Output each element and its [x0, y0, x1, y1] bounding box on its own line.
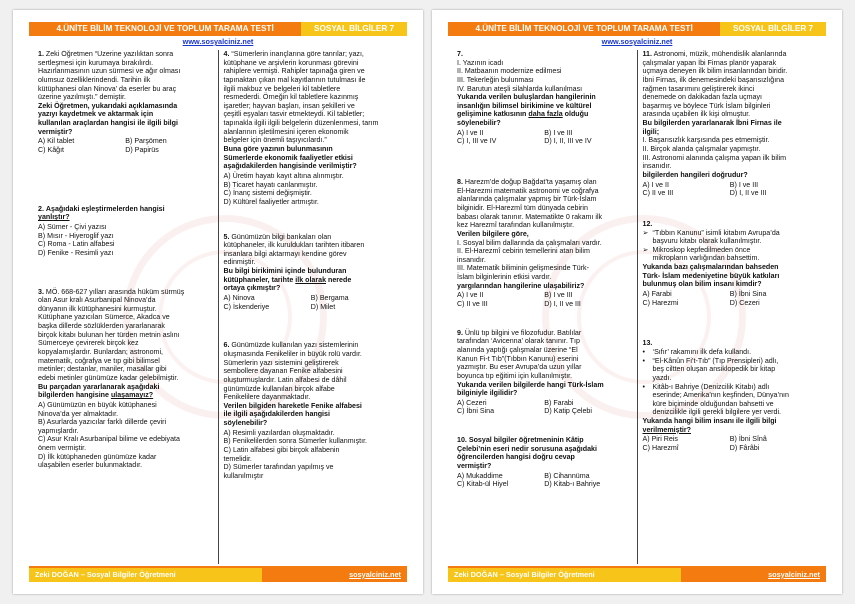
- question-number: 1.: [38, 50, 44, 58]
- question-13: [643, 339, 818, 452]
- option-d[interactable]: D) Milet: [310, 302, 336, 311]
- option-d[interactable]: D) İlk kütüphaneden günümüze kadar: [38, 452, 157, 461]
- q8-item: II. El-Harezmî cebirin temellerini atan bilim: [457, 247, 590, 256]
- q4-line: alanlarının işletilmesini içeren ekonomik: [223, 127, 349, 136]
- q9-stem: Yukarıda verilen bilgilerde hangi Türk-İslam: [457, 380, 604, 389]
- option-a[interactable]: A) Üretim hayatı kayıt altına alınmıştır.: [223, 171, 344, 180]
- option-d[interactable]: D) I, II ve III: [544, 300, 581, 309]
- q1-line: Zeki Öğretmen “Üzerine yazılıktan sonra: [45, 50, 174, 58]
- option-a[interactable]: A) Piri Reis: [642, 435, 678, 444]
- q3-line: Sümerceye çevirerek birçok kez: [38, 339, 139, 348]
- option-b[interactable]: B) Parşömen: [125, 137, 167, 146]
- q11-item: insanıdır.: [642, 162, 672, 171]
- option-b[interactable]: B) İbni Sina: [729, 290, 767, 299]
- q8-line: El-Harezmi matematik astronomi ve coğrafya: [457, 186, 599, 195]
- option-c[interactable]: C) II ve III: [457, 300, 488, 309]
- option-d-cont: ulaşabilen eserler bulunmaktadır.: [38, 461, 143, 470]
- q13-bullet-text: “El-Kânûn Fi’t-Tıb” (Tıp Prensipleri) adlı,: [652, 356, 779, 365]
- q8-stem: Verilen bilgilere göre,: [457, 229, 529, 238]
- option-c[interactable]: C) II ve III: [642, 189, 674, 198]
- q13-bullet-cont: [643, 391, 818, 400]
- option-b-cont: yapmışlardır.: [38, 426, 79, 435]
- q12-bullet-text: “Tıbbın Kanunu” isimli kitabım Avrupa’da: [652, 228, 780, 237]
- option-b[interactable]: B) Farabi: [544, 398, 574, 407]
- q12-bullet: [643, 246, 818, 255]
- arrow-bullet-icon: ➢: [642, 245, 649, 254]
- option-c[interactable]: C) İskenderiye: [223, 302, 270, 311]
- q4-stem: Sümerlerde ekonomik faaliyetler etkisi: [223, 153, 353, 162]
- q11-line: uçmaya deneyen ilk bilim insanlarından biridir.: [642, 67, 788, 76]
- option-c[interactable]: C) İbni Sina: [457, 407, 495, 416]
- option-d[interactable]: D) Fenike - Resimli yazı: [38, 248, 114, 257]
- page-header: [448, 22, 826, 36]
- q3-stem: bilgilerden hangisine: [38, 391, 109, 400]
- q11-item: I. Başarısızlık karşısında pes etmemiştir.: [642, 136, 770, 145]
- q6-line: sembollere dayanan Fenike alfabesini: [223, 367, 343, 376]
- option-d[interactable]: D) I, II, III ve IV: [544, 137, 592, 146]
- q7-stem: insanlığın bilimsel birikimine ve kültürel: [457, 101, 592, 110]
- option-b[interactable]: B) Ticaret hayatı canlanmıştır.: [223, 180, 318, 189]
- q5-stem-underlined: ilk olarak: [295, 275, 327, 284]
- q13-bullet-text: yazdı.: [652, 373, 672, 382]
- q4-line: ilgili makbuz ve belgeleri kil tabletlere: [223, 84, 341, 93]
- question-11: [643, 50, 818, 198]
- question-number: 12.: [642, 219, 653, 228]
- bullet-dot-icon: •: [642, 347, 645, 356]
- q13-bullet: [643, 348, 818, 357]
- q7-stem: olduğu: [564, 110, 589, 119]
- q4-stem: aşağıdakilerden hangisinde verilmiştir?: [223, 162, 357, 171]
- q3-line: MÖ. 668-627 yılları arasında hüküm sürmüş: [45, 287, 185, 296]
- q6-line: Fenikelilere dayanmaktadır.: [223, 393, 311, 402]
- option-c[interactable]: C) Kitab-ül Hiyel: [457, 480, 509, 489]
- q12-bullet-cont: [643, 254, 818, 263]
- header-site-link[interactable]: www.sosyalciniz.net: [182, 37, 254, 46]
- q1-line: olumsuz özelliklerindendi. Tarihin ilk: [38, 75, 151, 84]
- q7-stem: Yukarıda verilen buluşlardan hangilerinin: [457, 93, 596, 102]
- q9-stem: bilginiyle ilgilidir?: [457, 389, 518, 398]
- option-b[interactable]: B) Mısır - Hiyeroglif yazı: [38, 231, 114, 240]
- q13-bullet: [643, 357, 818, 366]
- q9-line: tarafından ‘Avicenna’ olarak tanınır. Tıp: [457, 337, 580, 346]
- q3-line: Kütüphane yazıcıları Sümerce, Akadca ve: [38, 313, 170, 322]
- q5-stem: Bu bilgi birikimini içinde bulunduran: [223, 267, 347, 276]
- q10-stem: Çelebi’nin eseri nedir sorusuna aşağıdaki: [457, 444, 597, 453]
- option-c-cont: temelidir.: [223, 454, 252, 463]
- q3-line: kopyalamışlardır. Bunlardan; astronomi,: [38, 348, 163, 357]
- question-number: 3.: [38, 287, 44, 296]
- q1-stem: kullanılan araçlardan hangisi ile ilgili bilgi: [38, 119, 178, 128]
- q1-stem: vermiştir?: [38, 127, 73, 136]
- q4-line: kütüphane ve arşivlerin korunması görevini: [223, 58, 359, 67]
- q4-line: “Sümerlerin inançlarına göre tanrılar; yazı,: [231, 50, 364, 58]
- q13-bullet-cont: [643, 374, 818, 383]
- q13-bullet-cont: [643, 408, 818, 417]
- q13-stem: Yukarıda hangi bilim insanı ile ilgili bilgi: [642, 417, 777, 426]
- q9-line: Ünlü tıp bilgini ve filozofudur. Batılılar: [464, 328, 582, 337]
- header-site-link[interactable]: www.sosyalciniz.net: [601, 37, 673, 46]
- q3-line: metinler; destanlar, maniler, masallar gibi: [38, 365, 167, 374]
- question-number: 6.: [223, 341, 230, 350]
- q12-stem: bulunmuş olan bilim insanı kimdir?: [642, 280, 762, 289]
- page-footer: [29, 566, 407, 582]
- q4-line: belgeler için önemli taşıyıcılardı.”: [223, 136, 327, 145]
- q5-line: edinmiştir.: [223, 258, 256, 267]
- header-title: 4.ÜNİTE BİLİM TEKNOLOJİ VE TOPLUM TARAMA TESTİ: [448, 22, 720, 36]
- q8-line: babası olarak tanınır. Matematikte 0 rakamı ilk: [457, 212, 603, 221]
- q5-line: Günümüzün bilgi bankaları olan: [231, 232, 332, 241]
- option-b[interactable]: B) Fenikelilerden sonra Sümerler kullanmıştır.: [223, 437, 368, 446]
- q5-stem: ortaya çıkmıştır?: [223, 284, 281, 293]
- q7-item: IV. Barutun ateşli silahlarda kullanılması: [457, 84, 583, 93]
- q1-line: Hazırlanmasının uzun sürmesi ve ağır olması: [38, 67, 181, 76]
- option-d[interactable]: D) I, II ve III: [729, 189, 767, 198]
- question-number: 5.: [223, 232, 230, 241]
- question-3: [38, 288, 213, 470]
- footer-site-link[interactable]: sosyalciniz.net: [681, 568, 826, 582]
- option-d[interactable]: D) Katip Çelebi: [544, 407, 592, 416]
- q8-line: Harezm’de doğup Bağdat’ta yaşamış olan: [464, 178, 597, 187]
- q12-bullet-cont: [643, 237, 818, 246]
- question-1: [38, 50, 213, 155]
- option-a-cont: Ninova’da yer almaktadır.: [38, 409, 119, 418]
- option-a[interactable]: A) Farabi: [642, 290, 672, 299]
- column-1: [33, 50, 219, 564]
- q11-stem: ilgili;: [642, 127, 660, 136]
- q3-line: birçok kitabı bulunan her türden metnin aslını: [38, 330, 180, 339]
- option-c[interactable]: C) Asur Kralı Asurbanipal bilime ve edebiyata: [38, 435, 180, 444]
- q4-line: işaretler; hayvan başları, insan şekilleri ve: [223, 101, 355, 110]
- option-d[interactable]: D) Sümerler tarafından yapılmış ve: [223, 463, 334, 472]
- q7-item: III. Tekerleğin bulunması: [457, 75, 534, 84]
- bullet-dot-icon: •: [642, 356, 645, 365]
- q12-bullet-text: başvuru kitabı olarak kullanılmıştır.: [652, 237, 762, 246]
- option-d-cont: kullanılmıştır: [223, 471, 264, 480]
- q1-line: sertleşmesi için kurumaya bırakılırdı.: [38, 58, 154, 67]
- footer-author: Zeki DOĞAN – Sosyal Bilgiler Öğretmeni: [448, 568, 681, 582]
- q8-stem: yargılarından hangilerine ulaşabiliriz?: [457, 281, 585, 290]
- q12-bullet-text: mikropların varlığından bahsettim.: [652, 254, 760, 263]
- footer-site-link[interactable]: sosyalciniz.net: [262, 568, 407, 582]
- option-a[interactable]: A) Cezeri: [457, 398, 487, 407]
- q5-stem: kütüphaneler, tarihte: [223, 275, 294, 284]
- q2-stem-underlined: yanlıştır?: [38, 213, 70, 222]
- q3-line: edebi metinler günümüze kadar gelebilmiştir.: [38, 373, 179, 382]
- question-number: 13.: [642, 339, 653, 348]
- option-c[interactable]: C) Roma - Latin alfabesi: [38, 240, 115, 249]
- question-7: 7. I. Yazının icadı II. Matbaanın modernize edilmesi III. Tekerleğin bulunması IV. Barutun ateşli silahlarda kullanılması Yukarıda verilen buluşlardan hangilerinin insanlığın bilimsel birikimine ve kültürel gelişimine katkısının daha fazla olduğu söylenebilir? A) I ve II B) I ve III C) I, III ve IV D) I, II, III ve IV: [457, 50, 632, 146]
- question-10: [457, 436, 632, 489]
- option-b[interactable]: B) Bergama: [310, 294, 349, 303]
- q11-line: arasında uçabilen ilk kişi olmuştur.: [642, 110, 751, 119]
- question-4: [224, 50, 399, 207]
- q8-item: insanıdır.: [457, 255, 486, 264]
- header-subject: SOSYAL BİLGİLER 7: [720, 22, 826, 36]
- q3-line: başka dillerde sözlüklerden yararlanarak: [38, 322, 165, 331]
- q11-item: II. Birçok alanda çalışmalar yapmıştır.: [642, 145, 761, 154]
- q6-stem: ile ilgili aşağıdakilerden hangisi: [223, 410, 330, 419]
- q6-line: Günümüzde kullanılan yazı sistemlerinin: [231, 341, 359, 350]
- question-number: 7.: [457, 50, 463, 58]
- q13-bullet-text: denizcilikle ilgili gerekli bilgilere yer verdi.: [652, 408, 782, 417]
- q7-stem-underlined: daha fazla: [528, 110, 563, 119]
- option-c[interactable]: C) I, III ve IV: [457, 137, 497, 146]
- bullet-dot-icon: •: [642, 382, 645, 391]
- q4-line: tapınakla ilgili ilgili belgelerin düzenlenmesi, tarım: [223, 119, 379, 128]
- q8-item: İslam bilginlerinin etkisi vardır.: [457, 273, 552, 282]
- q4-line: tapınaktan çıkan mal kayıtlarının tutulması ile: [223, 75, 366, 84]
- q4-line: çeşitli eşyaları tasvir etmekteydi. Kil tabletler;: [223, 110, 365, 119]
- q12-bullet-text: Mikroskop kepfedilmeden önce: [652, 245, 751, 254]
- question-12: [643, 220, 818, 307]
- question-number: 11.: [642, 50, 652, 58]
- q13-bullet-cont: [643, 400, 818, 409]
- q3-stem: Bu parçadan yararlanarak aşağıdaki: [38, 382, 160, 391]
- question-number: 10.: [457, 436, 467, 445]
- q5-stem: nerede: [328, 275, 352, 284]
- option-d[interactable]: D) Kitab-ı Bahriye: [544, 480, 601, 489]
- q7-stem: söylenebilir?: [457, 119, 501, 128]
- question-5: [224, 233, 399, 312]
- q8-line: alanlarında çalışmalar yapmış bir Türk-İslam: [457, 195, 597, 204]
- option-a[interactable]: A) I ve II: [457, 291, 484, 300]
- page-left: [13, 10, 423, 594]
- page-footer: [448, 566, 826, 582]
- question-6: [224, 341, 399, 480]
- q13-bullet-cont: [643, 365, 818, 374]
- q2-stem: Aşağıdaki eşleştirmelerden hangisi: [45, 204, 165, 213]
- q1-line: kütüphanesi olan Ninova’ da eserler bu araç: [38, 84, 177, 93]
- q11-line: denemede on dakikadan fazla uçmayı: [642, 93, 762, 102]
- option-b[interactable]: B) Cihannüma: [544, 471, 590, 480]
- q3-line: olan Asur kralı Asurbanipal Ninova’da: [38, 296, 156, 305]
- q8-line: bilginidir. El-Harezmî tüm dünyada cebirin: [457, 203, 588, 212]
- q12-stem: Yukarıda bazı çalışmalarından bahseden: [642, 263, 779, 272]
- q5-line: insanlara bilgi aktarmayı kendine görev: [223, 249, 347, 258]
- q8-line: kez Harezmî tarafından kullanılmıştır.: [457, 221, 575, 230]
- option-a[interactable]: A) I ve II: [457, 128, 484, 137]
- q7-item: II. Matbaanın modernize edilmesi: [457, 67, 562, 76]
- q9-line: boyunca tıp eğitimi için kullanılmıştır.: [457, 371, 573, 380]
- question-number: 2.: [38, 204, 44, 213]
- option-b[interactable]: B) I ve III: [729, 180, 759, 189]
- option-c[interactable]: C) Harezmi: [642, 298, 679, 307]
- q6-line: günümüzde kullanılan birçok alfabe: [223, 384, 335, 393]
- header-subject: SOSYAL BİLGİLER 7: [301, 22, 407, 36]
- q1-stem: Zeki Öğretmen, yukarıdaki açıklamasında: [38, 101, 178, 110]
- q1-line: üzerine yazılmıştı.” demiştir.: [38, 93, 126, 102]
- q13-bullet-text: beş ciltten oluşan ansiklopedik bir kitap: [652, 365, 776, 374]
- q9-line: yazmıştır. Bu eser Avrupa’da uzun yıllar: [457, 363, 582, 372]
- column-4: [638, 50, 823, 564]
- option-c-cont: önem vermiştir.: [38, 444, 87, 453]
- q10-stem: Sosyal bilgiler öğretmeninin Kâtip: [468, 436, 584, 445]
- option-c[interactable]: C) Latin alfabesi gibi birçok alfabenin: [223, 445, 340, 454]
- option-a[interactable]: A) Resimli yazılardan oluşmaktadır.: [223, 428, 335, 437]
- q7-item: I. Yazının icadı: [457, 58, 504, 67]
- arrow-bullet-icon: ➢: [642, 228, 649, 237]
- option-a[interactable]: A) Kil tablet: [38, 137, 75, 146]
- question-number: 9.: [457, 328, 463, 337]
- q9-line: alanında yaptığı çalışmalar üzerine “El: [457, 345, 578, 354]
- q11-item: III. Astronomi alanında çalışma yapan ilk bilim: [642, 153, 787, 162]
- q12-stem: Türk- İslam medeniyetine büyük katkıları: [642, 271, 780, 280]
- option-b[interactable]: B) Asurlarda yazıcılar farklı dillerde çeviri: [38, 418, 167, 427]
- q3-line: matematik, coğrafya ve tıp gibi bilimsel: [38, 356, 160, 365]
- q8-item: I. Sosyal bilim dallarında da çalışmaları vardır.: [457, 238, 602, 247]
- option-a[interactable]: A) Sümer - Çivi yazısı: [38, 222, 107, 231]
- q13-bullet-text: Kitâb-ı Bahriye (Denizcilik Kitabı) adlı: [652, 382, 770, 391]
- question-number: 4.: [223, 50, 230, 58]
- page-header: [29, 22, 407, 36]
- column-3: [452, 50, 638, 564]
- option-b[interactable]: B) İbni Sînâ: [729, 435, 767, 444]
- q11-stem: bilgilerden hangileri doğrudur?: [642, 170, 748, 179]
- q4-line: resmederdi. Örneğin kil tabletlere kazınmış: [223, 93, 359, 102]
- question-number: 8.: [457, 178, 463, 187]
- option-d[interactable]: D) Kültürel faaliyetler artmıştır.: [223, 197, 319, 206]
- question-2: [38, 205, 213, 258]
- q11-line: başarmış ve böylece Türk İslam bilginleri: [642, 101, 771, 110]
- q11-line: rağmen tasarımını geliştirerek ikinci: [642, 84, 755, 93]
- q11-line: İbni Firnas, ilk denemesindeki başarısızlığına: [642, 75, 785, 84]
- q13-bullet: [643, 383, 818, 392]
- q13-bullet-text: eserinde; Amerika’nın keşfinden, Dünya’nın: [652, 391, 789, 400]
- q10-stem: vermiştir?: [457, 461, 492, 470]
- q6-stem: söylenebilir?: [223, 419, 268, 428]
- q10-stem: öğrencilerden hangisi doğru cevap: [457, 453, 575, 462]
- q13-stem-underlined: verilmemiştir?: [642, 425, 691, 434]
- q1-stem: yazıyı kaydetmek ve aktarmak için: [38, 110, 154, 119]
- option-a[interactable]: A) Ninova: [223, 294, 255, 303]
- q11-line: çalışmalar yapan İbi Firnas planör yaparak: [642, 58, 777, 67]
- page-right: [432, 10, 842, 594]
- question-8: [457, 178, 632, 309]
- q12-bullet: [643, 229, 818, 238]
- option-a[interactable]: A) Mukaddime: [457, 471, 503, 480]
- q13-bullet-text: küre biçiminde olduğundan bahsetti ve: [652, 399, 774, 408]
- option-c[interactable]: C) Kâğıt: [38, 146, 65, 155]
- option-d[interactable]: D) Cezeri: [729, 298, 760, 307]
- q9-line: Kanun Fi-t Tıb”(Tıbbın Kanunu) eserini: [457, 354, 579, 363]
- option-d[interactable]: D) Papirüs: [125, 146, 159, 155]
- q6-line: oluşturmuşlardır. Latin alfabesi de dâhil: [223, 375, 347, 384]
- column-2: [219, 50, 404, 564]
- option-c[interactable]: C) İnanç sistemi değişmiştir.: [223, 189, 312, 198]
- q4-stem: Buna göre yazının bulunmasının: [223, 145, 333, 154]
- option-d[interactable]: D) Fârâbi: [729, 443, 760, 452]
- q3-line: dünyanın ilk kütüphanesini kurmuştur.: [38, 304, 157, 313]
- option-a[interactable]: A) I ve II: [642, 180, 669, 189]
- q4-line: rahiplere vermişti. Rahipler tapınağa giren ve: [223, 67, 365, 76]
- q8-item: III. Matematik biliminin gelişmesinde Türk-: [457, 264, 589, 273]
- option-b[interactable]: B) I ve III: [544, 291, 573, 300]
- q11-line: Astronomi, müzik, mühendislik alanlarında: [653, 50, 787, 58]
- header-title: 4.ÜNİTE BİLİM TEKNOLOJİ VE TOPLUM TARAMA TESTİ: [29, 22, 301, 36]
- q6-stem: Verilen bilgiden hareketle Fenike alfabesi: [223, 401, 362, 410]
- footer-author: Zeki DOĞAN – Sosyal Bilgiler Öğretmeni: [29, 568, 262, 582]
- option-b[interactable]: B) I ve III: [544, 128, 573, 137]
- q3-stem-underlined: ulaşamayız?: [110, 391, 154, 400]
- question-9: [457, 329, 632, 416]
- q6-line: Sümerlerin yazı sistemini geliştirerek: [223, 358, 339, 367]
- option-c[interactable]: C) Harezmî: [642, 443, 679, 452]
- q11-stem: Bu bilgilerden yararlanarak İbni Firnas ile: [642, 119, 782, 128]
- q13-bullet-text: ‘Sıfır’ rakamını ilk defa kullandı.: [652, 347, 752, 356]
- option-a[interactable]: A) Günümüzün en büyük kütüphanesi: [38, 400, 157, 409]
- q5-line: kütüphaneler, ilk kuruldukları tarihten itibaren: [223, 241, 365, 250]
- q6-line: oluşmasında Fenikeliler in büyük rolü vardır.: [223, 349, 362, 358]
